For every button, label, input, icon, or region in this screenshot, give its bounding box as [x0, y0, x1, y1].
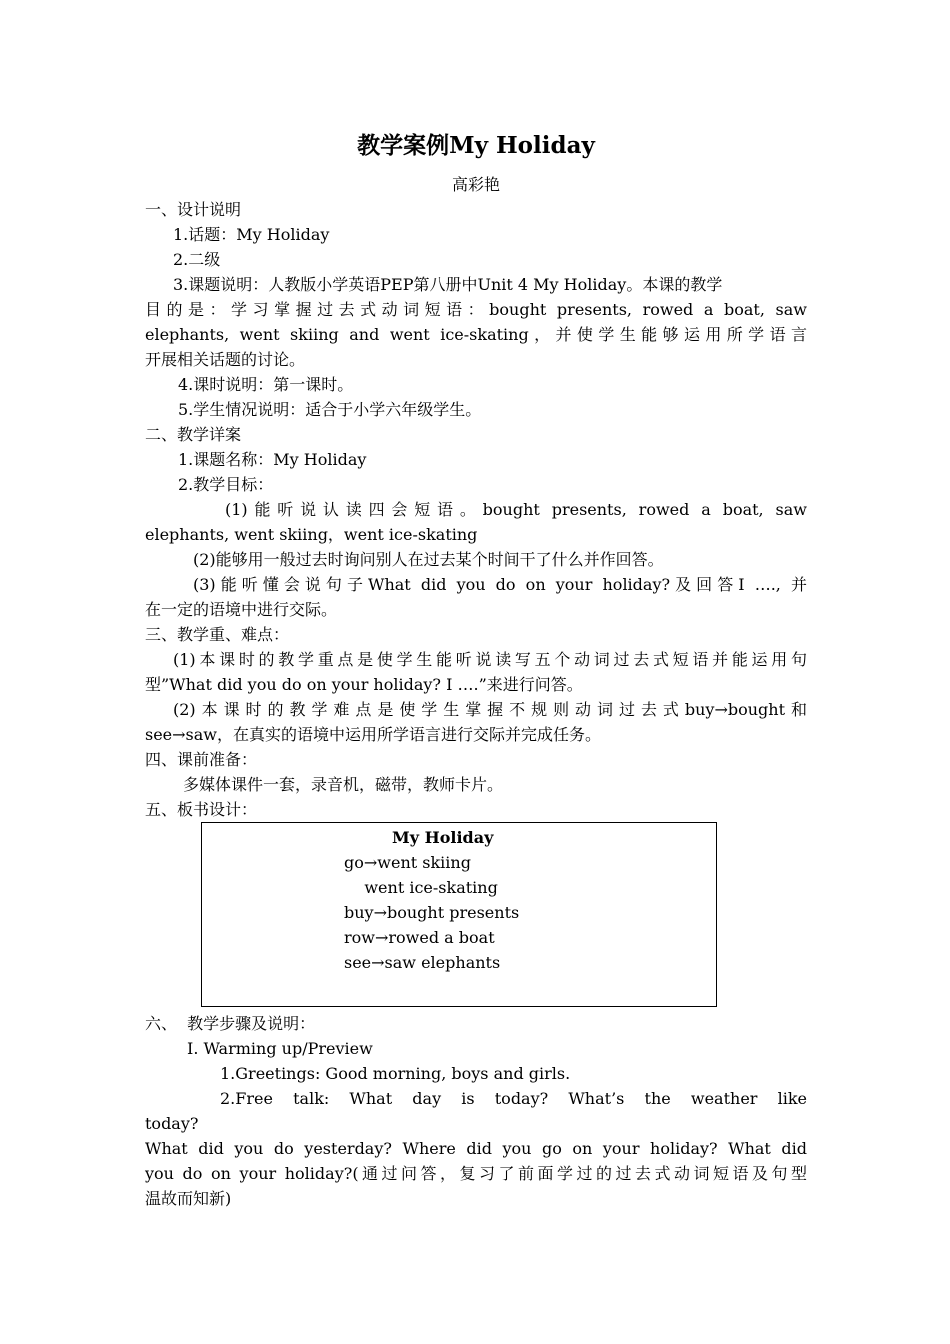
paragraph-line: you do on your holiday?(通过问答，复习了前面学过的过去式动词短语及句型 [145, 1164, 807, 1183]
step-line: 1.Greetings: Good morning, boys and girls. [220, 1064, 571, 1083]
board-line: see→saw elephants [344, 953, 501, 972]
board-line: row→rowed a boat [344, 928, 495, 947]
section-heading: 一、设计说明 [145, 200, 242, 219]
list-item: 2.教学目标： [178, 475, 274, 494]
paragraph-line: 型”What did you do on your holiday? I ….”来进行问答。 [145, 675, 583, 694]
blackboard-design-box [201, 822, 717, 1007]
document-title: 教学案例My Holiday [357, 132, 595, 159]
board-line: went ice-skating [344, 878, 498, 897]
list-item: 1.话题：My Holiday [173, 225, 330, 244]
goal-line: (3)能听懂会说句子What did you do on your holiday?及回答I …., 并 [193, 575, 807, 594]
section-heading: 五、板书设计： [145, 800, 258, 819]
step-heading: Ⅰ. Warming up/Preview [187, 1039, 373, 1058]
section-heading: 四、课前准备： [145, 750, 258, 769]
section-heading: 六、 教学步骤及说明： [145, 1014, 316, 1033]
goal-line: 在一定的语境中进行交际。 [145, 600, 338, 619]
board-title: My Holiday [392, 828, 494, 847]
goal-line: elephants, went skiing，went ice-skating [145, 525, 478, 544]
step-line: 2.Free talk: What day is today? What’s the weather like [220, 1089, 807, 1108]
paragraph-line: 开展相关话题的讨论。 [145, 350, 306, 369]
list-item: 1.课题名称：My Holiday [178, 450, 367, 469]
board-line: go→went skiing [344, 853, 471, 872]
list-item: 2.二级 [173, 250, 221, 269]
document-page [145, 130, 807, 1211]
list-item: 3.课题说明：人教版小学英语PEP第八册中Unit 4 My Holiday。本课的教学 [173, 275, 723, 294]
step-line: today? [145, 1114, 199, 1133]
paragraph-line: 多媒体课件一套，录音机，磁带，教师卡片。 [183, 775, 504, 794]
goal-line: (2)能够用一般过去时询问别人在过去某个时间干了什么并作回答。 [193, 550, 664, 569]
paragraph-line: 温故而知新) [145, 1189, 232, 1208]
goal-line: (1)能听说认读四会短语。bought presents, rowed a boat, saw [225, 500, 807, 519]
list-item: 4.课时说明：第一课时。 [178, 375, 354, 394]
author-name: 高彩艳 [451, 175, 500, 194]
list-item: 5.学生情况说明：适合于小学六年级学生。 [178, 400, 482, 419]
paragraph-line: 目的是：学习掌握过去式动词短语：bought presents, rowed a boat, saw [145, 300, 807, 319]
paragraph-line: elephants, went skiing and went ice-skating，并使学生能够运用所学语言 [145, 325, 807, 344]
paragraph-line: (2)本课时的教学难点是使学生掌握不规则动词过去式buy→bought和 [173, 700, 807, 719]
paragraph-line: What did you do yesterday? Where did you go on your holiday? What did [145, 1139, 807, 1158]
board-line: buy→bought presents [344, 903, 520, 922]
section-heading: 二、教学详案 [145, 425, 242, 444]
paragraph-line: (1)本课时的教学重点是使学生能听说读写五个动词过去式短语并能运用句 [173, 650, 807, 669]
paragraph-line: see→saw，在真实的语境中运用所学语言进行交际并完成任务。 [145, 725, 602, 744]
section-heading: 三、教学重、难点： [145, 625, 290, 644]
